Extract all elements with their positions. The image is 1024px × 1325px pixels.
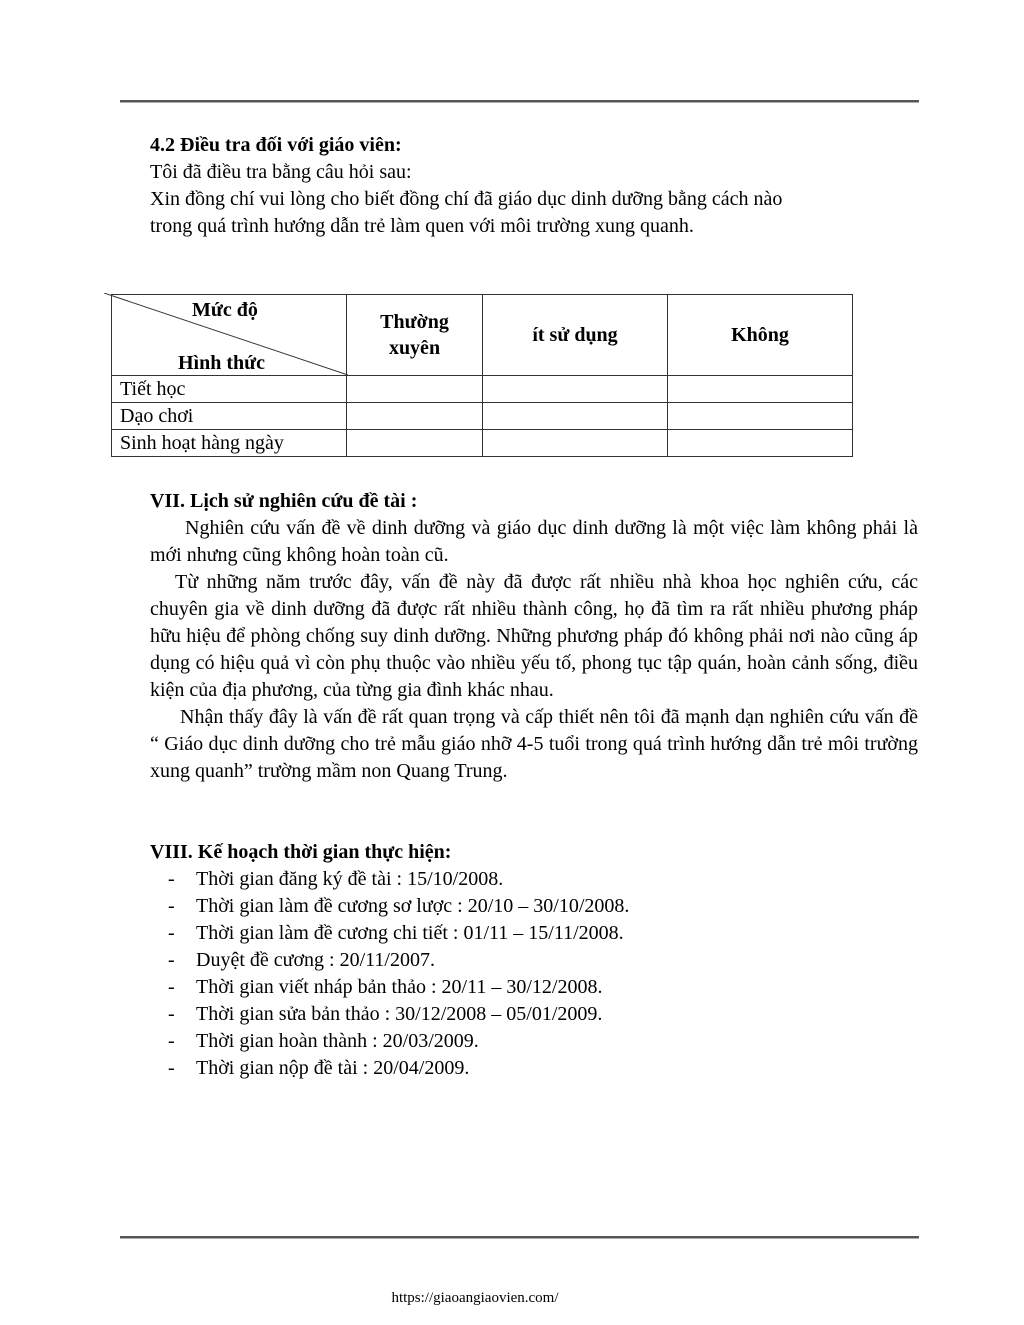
column-header-never: Không [668, 295, 853, 376]
survey-intro: Tôi đã điều tra bằng câu hỏi sau: [150, 161, 412, 183]
table-cell [347, 376, 483, 403]
list-item [150, 866, 918, 893]
section-7-paragraph-2: Từ những năm trước đây, vấn đề này đã được rất nhiều nhà khoa học nghiên cứu, các chuyên gia về dinh dưỡng đã được rất nhiều thành công, họ đã tìm ra rất nhiều phương pháp hữu hiệu để phòng chống suy dinh dưỡng. Những phương pháp đó không phải nơi nào cũng áp dụng có hiệu quả vì còn phụ thuộc vào nhiều yếu tố, phong tục tập quán, hoàn cảnh sống, điều kiện của địa phương, của từng gia đình khác nhau. [150, 571, 918, 701]
section-4-2 [150, 132, 918, 240]
dash-bullet: - [168, 868, 175, 890]
list-item-text: Thời gian làm đề cương sơ lược : 20/10 – 30/10/2008. [196, 895, 630, 917]
section-8-heading: VIII. Kế hoạch thời gian thực hiện: [150, 841, 452, 863]
dash-bullet: - [168, 1057, 175, 1079]
list-item-text: Thời gian làm đề cương chi tiết : 01/11 – 15/11/2008. [196, 922, 624, 944]
header-rule [120, 100, 919, 103]
list-item [150, 1028, 918, 1055]
dash-bullet: - [168, 1003, 175, 1025]
dash-bullet: - [168, 1030, 175, 1052]
table-cell [668, 403, 853, 430]
list-item [150, 1001, 918, 1028]
table-cell [668, 430, 853, 457]
section-7-heading: VII. Lịch sử nghiên cứu đề tài : [150, 490, 418, 512]
survey-question-line-2: trong quá trình hướng dẫn trẻ làm quen với môi trường xung quanh. [150, 215, 694, 237]
table-row [112, 376, 853, 403]
list-item-text: Duyệt đề cương : 20/11/2007. [196, 949, 435, 971]
section-8 [150, 839, 918, 1082]
list-item-text: Thời gian nộp đề tài : 20/04/2009. [196, 1057, 470, 1079]
corner-label-form: Hình thức [178, 352, 266, 374]
list-item-text: Thời gian hoàn thành : 20/03/2009. [196, 1030, 479, 1052]
schedule-list [150, 866, 918, 1082]
table-cell [347, 403, 483, 430]
section-4-2-heading: 4.2 Điều tra đối với giáo viên: [150, 134, 402, 156]
row-label: Tiết học [112, 376, 347, 403]
row-label: Dạo chơi [112, 403, 347, 430]
table-row [112, 430, 853, 457]
list-item-text: Thời gian đăng ký đề tài : 15/10/2008. [196, 868, 504, 890]
table-row [112, 403, 853, 430]
list-item [150, 1055, 918, 1082]
section-7-paragraph-1: Nghiên cứu vấn đề về dinh dưỡng và giáo dục dinh dưỡng là một việc làm không phải là mới nhưng cũng không hoàn toàn cũ. [150, 517, 918, 566]
column-header-rarely: ít sử dụng [483, 295, 668, 376]
corner-label-level: Mức độ [192, 299, 258, 321]
list-item [150, 974, 918, 1001]
dash-bullet: - [168, 895, 175, 917]
survey-table-header-row [112, 295, 853, 376]
table-cell [347, 430, 483, 457]
row-label: Sinh hoạt hàng ngày [112, 430, 347, 457]
column-header-frequent: Thường xuyên [347, 295, 483, 376]
table-cell [668, 376, 853, 403]
section-7 [150, 488, 918, 785]
dash-bullet: - [168, 922, 175, 944]
section-7-paragraph-3: Nhận thấy đây là vấn đề rất quan trọng và cấp thiết nên tôi đã mạnh dạn nghiên cứu vấn đề “ Giáo dục dinh dưỡng cho trẻ mẫu giáo nhỡ 4-5 tuổi trong quá trình hướng dẫn trẻ môi trường xung quanh” trường mầm non Quang Trung. [150, 706, 918, 782]
survey-table-corner-cell [112, 295, 347, 376]
dash-bullet: - [168, 976, 175, 998]
table-cell [483, 376, 668, 403]
footer-url-link[interactable]: https://giaoangiaovien.com/ [391, 1290, 559, 1306]
list-item-text: Thời gian viết nháp bản thảo : 20/11 – 30/12/2008. [196, 976, 603, 998]
list-item-text: Thời gian sửa bản thảo : 30/12/2008 – 05/01/2009. [196, 1003, 603, 1025]
table-cell [483, 430, 668, 457]
list-item [150, 947, 918, 974]
footer-rule [120, 1236, 919, 1239]
list-item [150, 893, 918, 920]
list-item [150, 920, 918, 947]
survey-table [111, 294, 853, 457]
dash-bullet: - [168, 949, 175, 971]
table-cell [483, 403, 668, 430]
survey-question-line-1: Xin đồng chí vui lòng cho biết đồng chí đã giáo dục dinh dưỡng bằng cách nào [150, 188, 783, 210]
